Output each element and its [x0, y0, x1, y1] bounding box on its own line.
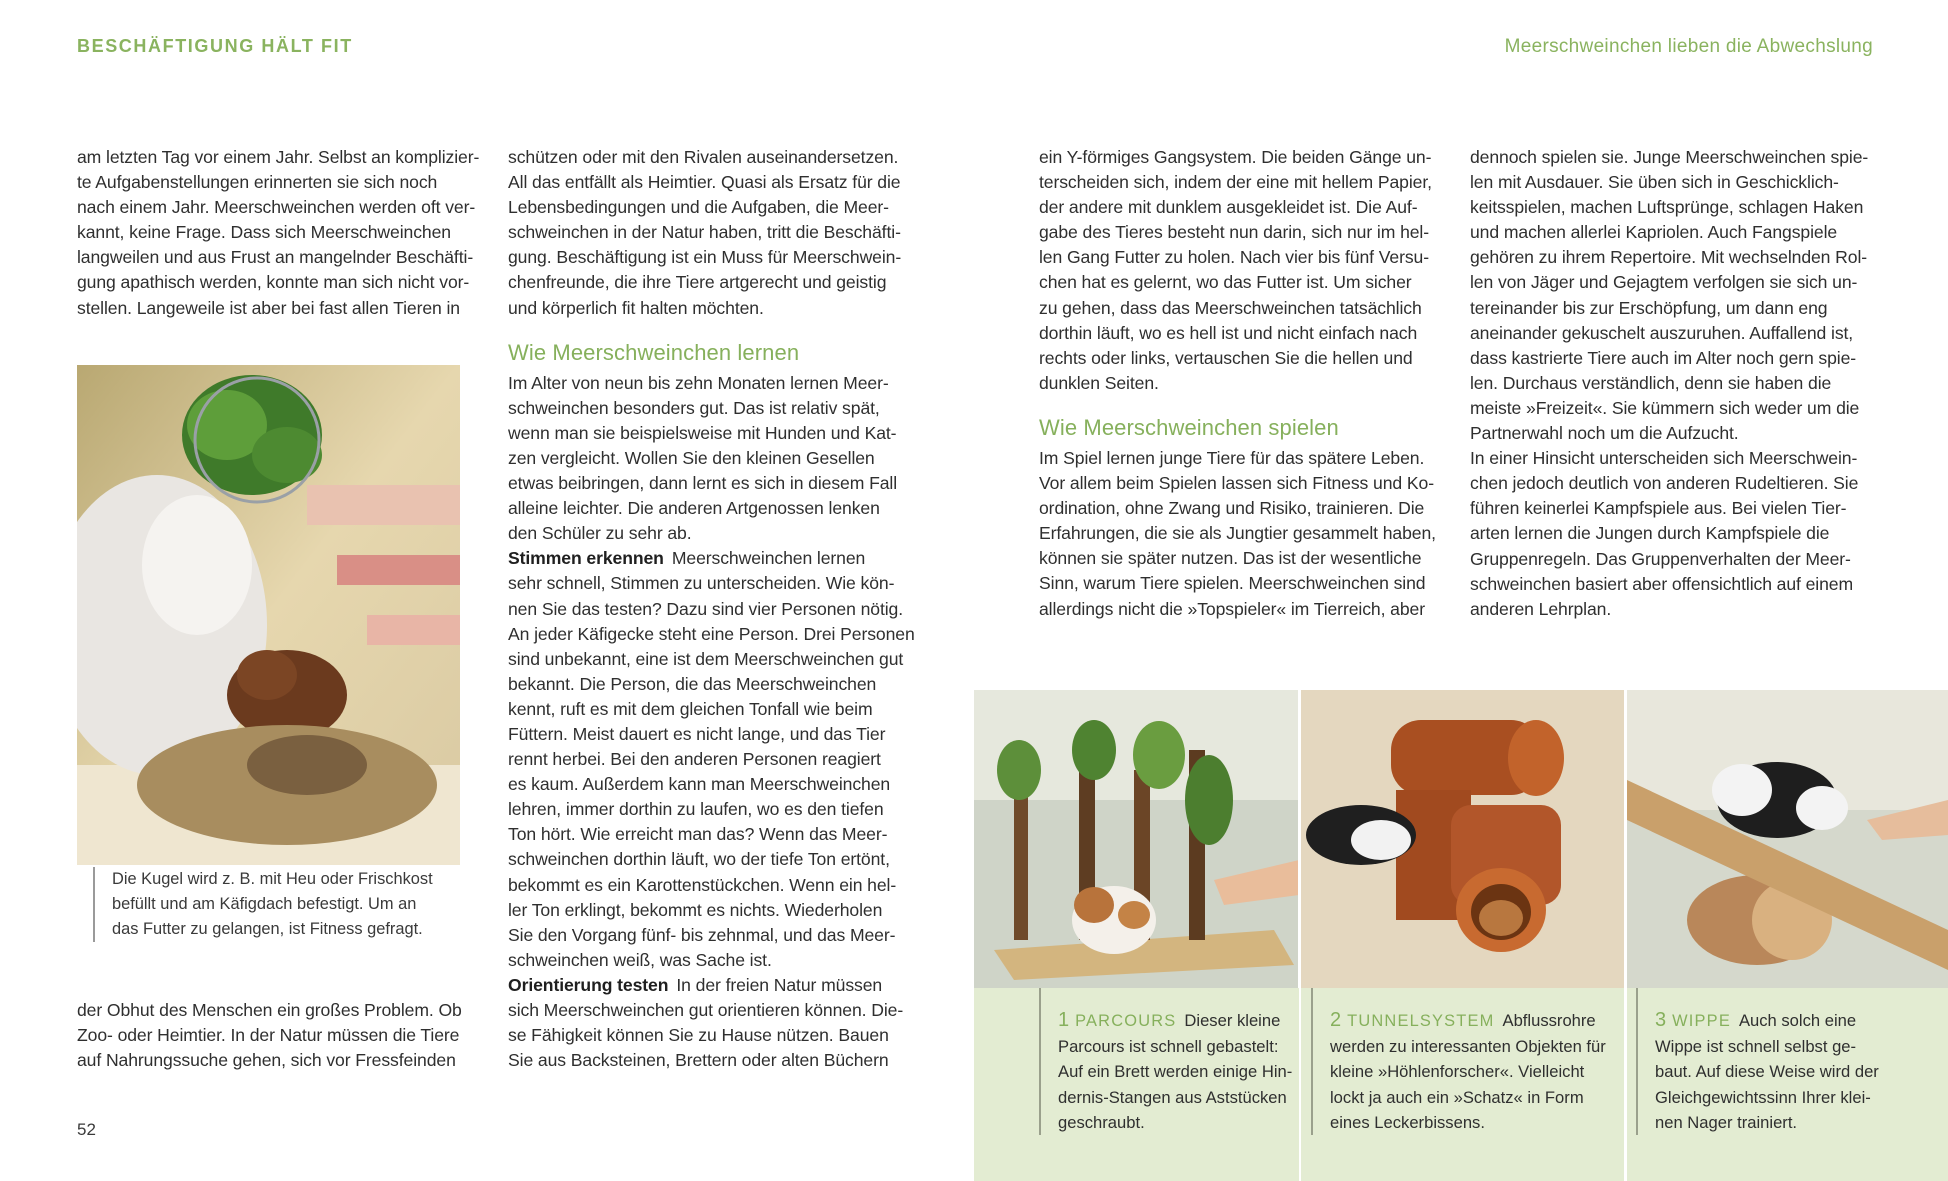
text-line: am letzten Tag vor einem Jahr. Selbst an komplizier- [77, 147, 480, 167]
photo-wippe [1627, 690, 1948, 988]
text-line: und körperlich fit halten möchten. [508, 297, 764, 318]
text-line: dass kastrierte Tiere auch im Alter noch gern spie- [1470, 347, 1857, 368]
text-line: In einer Hinsicht unterscheiden sich Meerschwein- [1470, 448, 1858, 469]
text-line: len. Durchaus verständlich, denn sie haben die [1470, 372, 1832, 393]
text-line: aneinander gekuschelt auszuruhen. Auffallend ist, [1470, 322, 1854, 343]
text-run: Meerschweinchen lernen [671, 548, 866, 569]
text-line: dernis-Stangen aus Aststücken [1058, 1087, 1287, 1107]
text-line: kennt, ruft es mit dem gleichen Tonfall wie beim [508, 698, 873, 719]
text-run: In der freien Natur müssen [676, 974, 883, 995]
text-run: Dieser kleine [1184, 1011, 1281, 1030]
text-line: etwas beibringen, dann lernt es sich in diesem Fall [508, 473, 898, 494]
text-line: se Fähigkeit können Sie zu Hause nützen. Bauen [508, 1025, 889, 1046]
text-line: gabe des Tieres besteht nun darin, sich nur im hel- [1039, 222, 1430, 243]
text-line: schweinchen basiert aber offensichtlich auf einem [1470, 573, 1854, 594]
text-line: zen vergleicht. Wollen Sie den kleinen Gesellen [508, 447, 875, 468]
text-line: anderen Lehrplan. [1470, 598, 1612, 619]
text-line: können sie später nutzen. Das ist der wesentliche [1039, 548, 1422, 569]
text-line: Ton hört. Wie erreicht man das? Wenn das Meer- [508, 824, 888, 845]
subheading-voices: Stimmen erkennen [508, 548, 664, 569]
text-line: nen Sie das testen? Dazu sind vier Personen nötig. [508, 598, 904, 619]
text-line: len von Jäger und Gejagtem verfolgen sie sich un- [1470, 272, 1858, 293]
text-line: Lebensbedingungen und die Aufgaben, die Meer- [508, 197, 889, 218]
panel-caption-parcours [1039, 988, 1299, 1135]
text-line: den Schüler zu sehr ab. [508, 523, 692, 544]
photo-parcours-illustration [974, 690, 1299, 988]
running-head-left: BESCHÄFTIGUNG HÄLT FIT [77, 36, 353, 56]
text-line [1330, 1008, 1624, 1034]
column-2 [508, 145, 918, 1073]
heading-learning: Wie Meerschweinchen lernen [508, 339, 800, 365]
text-line: kannt, keine Frage. Dass sich Meerschweinchen [77, 222, 451, 243]
text-line: dunklen Seiten. [1039, 372, 1159, 393]
text-run: Abflussrohre [1502, 1011, 1596, 1030]
caption-keyword: TUNNELSYSTEM [1347, 1012, 1495, 1030]
text-line: gung. Beschäftigung ist ein Muss für Meerschwein- [508, 247, 902, 268]
text-line: Auf ein Brett werden einige Hin- [1058, 1062, 1293, 1082]
text-line: geschraubt. [1058, 1112, 1145, 1132]
text-line: sind unbekannt, eine ist dem Meerschweinchen gut [508, 648, 904, 669]
caption-line: Die Kugel wird z. B. mit Heu oder Frischkost [112, 870, 433, 888]
text-line: Sie aus Backsteinen, Brettern oder alten Büchern [508, 1050, 889, 1071]
text-line: ler Ton erklingt, bekommt es nichts. Wiederholen [508, 899, 883, 920]
text-line: der Obhut des Menschen ein großes Problem. Ob [77, 1000, 462, 1020]
text-line: kleine »Höhlenforscher«. Vielleicht [1330, 1062, 1585, 1082]
text-line: dorthin läuft, wo es hell ist und nicht einfach nach [1039, 322, 1418, 343]
text-line: sehr schnell, Stimmen zu unterscheiden. Wie kön- [508, 573, 895, 594]
text-line: und machen allerlei Kapriolen. Auch Fangspiele [1470, 222, 1838, 243]
text-line: len Gang Futter zu holen. Nach vier bis fünf Versu- [1039, 247, 1429, 268]
text-line: arten lernen die Jungen durch Kampfspiele die [1470, 523, 1830, 544]
text-line: te Aufgabenstellungen erinnerten sie sich noch [77, 172, 438, 193]
caption-keyword: PARCOURS [1075, 1012, 1177, 1030]
running-head-right: Meerschweinchen lieben die Abwechslung [1504, 36, 1873, 57]
text-line: lockt ja auch ein »Schatz« in Form [1330, 1087, 1584, 1107]
photo-tunnelsystem-illustration [1301, 690, 1624, 988]
text-line: An jeder Käfigecke steht eine Person. Drei Personen [508, 623, 915, 644]
text-line: alleine leichter. Die anderen Artgenossen lenken [508, 498, 880, 519]
text-line: rechts oder links, vertauschen Sie die hellen und [1039, 347, 1413, 368]
text-line: gung apathisch werden, konnte man sich nicht vor- [77, 272, 470, 293]
text-line: werden zu interessanten Objekten für [1330, 1037, 1606, 1057]
text-line: Gruppenregeln. Das Gruppenverhalten der Meer- [1470, 548, 1851, 569]
heading-playing: Wie Meerschweinchen spielen [1039, 414, 1339, 440]
text-line: ordination, ohne Zwang und Risiko, trainieren. Die [1039, 498, 1425, 519]
text-line: Wippe ist schnell selbst ge- [1655, 1037, 1857, 1057]
text-line: führen keinerlei Kampfspiele aus. Bei vielen Tier- [1470, 498, 1847, 519]
photo-tunnelsystem [1301, 690, 1624, 988]
text-line [508, 546, 918, 571]
column-1-bottom [77, 998, 487, 1073]
column-3 [1039, 145, 1449, 622]
text-line: Partnerwahl noch um die Aufzucht. [1470, 423, 1739, 444]
text-line: es kaum. Außerdem kann man Meerschweinchen [508, 774, 891, 795]
text-line: tereinander bis zur Erschöpfung, um dann eng [1470, 297, 1828, 318]
text-line: Zoo- oder Heimtier. In der Natur müssen die Tiere [77, 1025, 460, 1046]
text-line: Füttern. Meist dauert es nicht lange, und das Tier [508, 723, 886, 744]
text-line: chen hat es gelernt, wo das Futter ist. Um sicher [1039, 272, 1412, 293]
text-line: langweilen und aus Frust an mangelnder Beschäfti- [77, 247, 474, 268]
text-line: Im Spiel lernen junge Tiere für das spätere Leben. [1039, 447, 1425, 468]
text-line: bekannt. Die Person, die das Meerschweinchen [508, 673, 877, 694]
text-line: terscheiden sich, indem der eine mit hellem Papier, [1039, 172, 1432, 193]
panel-caption-tunnelsystem [1311, 988, 1624, 1135]
text-line [1655, 1008, 1946, 1034]
text-line: nen Nager trainiert. [1655, 1112, 1798, 1132]
text-line [508, 973, 918, 998]
text-line: bekommt es ein Karottenstückchen. Wenn ein hel- [508, 874, 897, 895]
text-line: lehren, immer dorthin zu laufen, wo es den tiefen [508, 799, 884, 820]
text-line: schweinchen in der Natur haben, tritt die Beschäfti- [508, 222, 901, 243]
text-line: keitsspielen, machen Luftsprünge, schlagen Haken [1470, 197, 1864, 218]
text-line: zu gehen, dass das Meerschweinchen tatsächlich [1039, 297, 1422, 318]
text-line: len mit Ausdauer. Sie üben sich in Geschicklich- [1470, 172, 1839, 193]
text-line: stellen. Langeweile ist aber bei fast allen Tieren in [77, 297, 460, 318]
page-number: 52 [77, 1120, 96, 1139]
text-line: allerdings nicht die »Topspieler« im Tierreich, aber [1039, 598, 1425, 619]
text-line: Vor allem beim Spielen lassen sich Fitness und Ko- [1039, 473, 1434, 494]
text-line: gehören zu ihrem Repertoire. Mit wechselnden Rol- [1470, 247, 1868, 268]
text-line: ein Y-förmiges Gangsystem. Die beiden Gänge un- [1039, 147, 1432, 167]
subheading-orientation: Orientierung testen [508, 974, 669, 995]
text-line: dennoch spielen sie. Junge Meerschweinchen spie- [1470, 147, 1869, 167]
photo-hay-ball-illustration [77, 365, 460, 865]
text-line [1058, 1008, 1299, 1034]
text-line: Sinn, warum Tiere spielen. Meerschweinchen sind [1039, 573, 1426, 594]
photo-parcours [974, 690, 1299, 988]
caption-number: 2 [1330, 1009, 1342, 1031]
text-line: rennt herbei. Bei den anderen Personen reagiert [508, 749, 881, 770]
text-line: nach einem Jahr. Meerschweinchen werden oft ver- [77, 197, 476, 218]
text-line: Gleichgewichtssinn Ihrer klei- [1655, 1087, 1871, 1107]
text-line: schweinchen dorthin läuft, wo der tiefe Ton ertönt, [508, 849, 890, 870]
caption-line: befüllt und am Käfigdach befestigt. Um an [112, 895, 417, 913]
column-4 [1470, 145, 1880, 622]
text-line: schweinchen weiß, was Sache ist. [508, 949, 772, 970]
caption-number: 3 [1655, 1009, 1667, 1031]
text-line: All das entfällt als Heimtier. Quasi als Ersatz für die [508, 172, 901, 193]
text-line: baut. Auf diese Weise wird der [1655, 1062, 1879, 1082]
column-1-top [77, 145, 487, 321]
caption-keyword: WIPPE [1672, 1012, 1731, 1030]
text-line: chen jedoch deutlich von anderen Rudeltieren. Sie [1470, 473, 1859, 494]
caption-line: das Futter zu gelangen, ist Fitness gefragt. [112, 920, 423, 938]
text-line: Im Alter von neun bis zehn Monaten lernen Meer- [508, 372, 889, 393]
text-line: eines Leckerbissens. [1330, 1112, 1485, 1132]
text-line: meiste »Freizeit«. Sie kümmern sich weder um die [1470, 397, 1860, 418]
panel-caption-wippe [1636, 988, 1946, 1135]
text-line: Parcours ist schnell gebastelt: [1058, 1037, 1279, 1057]
text-line: schweinchen besonders gut. Das ist relativ spät, [508, 397, 880, 418]
text-run: Auch solch eine [1738, 1011, 1857, 1030]
text-line: sich Meerschweinchen gut orientieren können. Die- [508, 1000, 904, 1020]
text-line: chenfreunde, die ihre Tiere artgerecht und geistig [508, 272, 887, 293]
text-line: der andere mit dunklem ausgekleidet ist. Die Auf- [1039, 197, 1418, 218]
photo-wippe-illustration [1627, 690, 1948, 988]
text-line: wenn man sie beispielsweise mit Hunden und Kat- [508, 422, 897, 443]
text-line: auf Nahrungssuche gehen, sich vor Fressfeinden [77, 1050, 456, 1071]
text-line: Sie den Vorgang fünf- bis zehnmal, und das Meer- [508, 924, 896, 945]
photo-hay-ball [77, 365, 460, 865]
text-line: schützen oder mit den Rivalen auseinandersetzen. [508, 147, 899, 167]
caption-number: 1 [1058, 1009, 1070, 1031]
text-line: Erfahrungen, die sie als Jungtier gesammelt haben, [1039, 523, 1436, 544]
photo-caption [93, 867, 473, 942]
